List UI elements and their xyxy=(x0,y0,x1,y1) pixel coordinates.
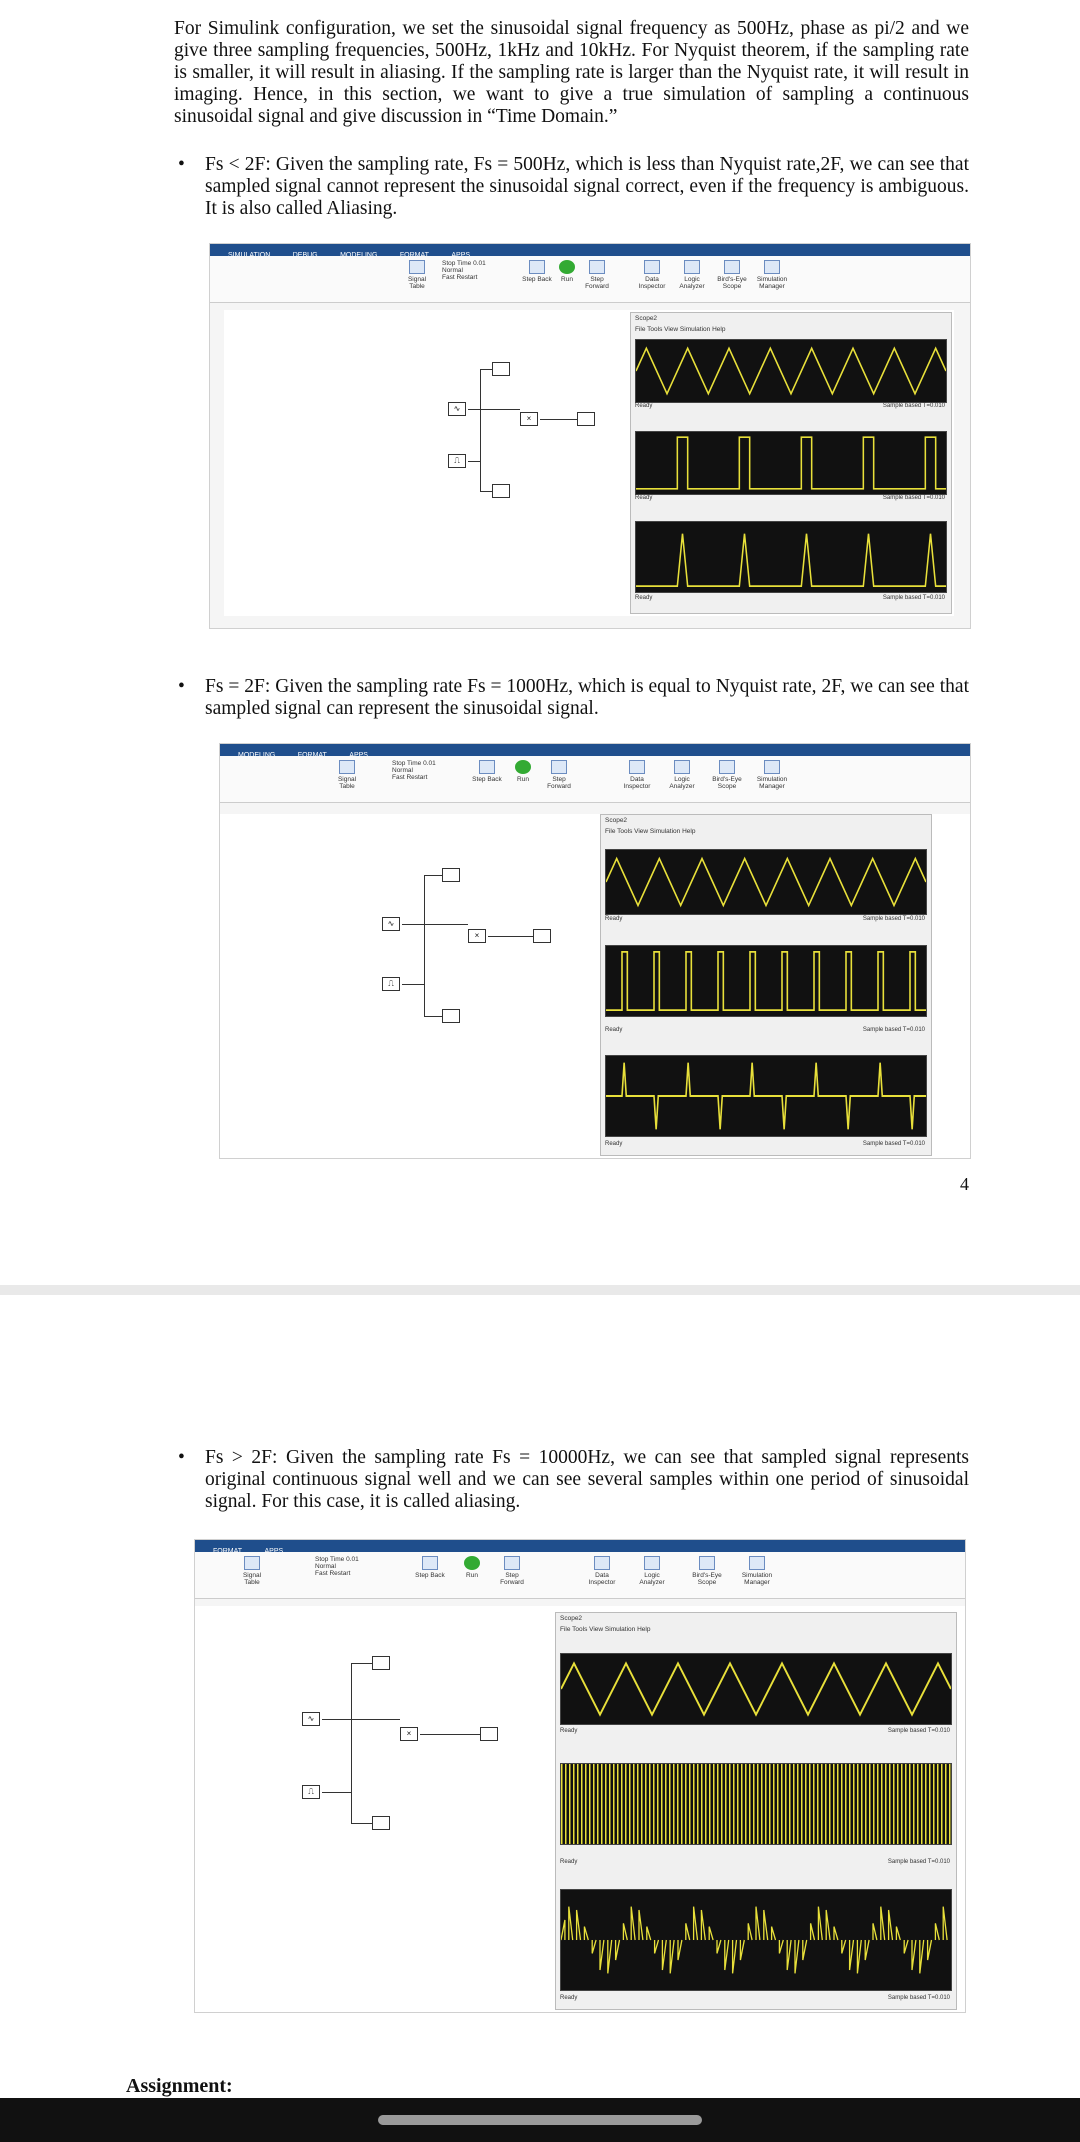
scope-block[interactable] xyxy=(442,868,460,882)
bullet-oversampling xyxy=(178,1447,969,1513)
scope-block[interactable] xyxy=(492,362,510,376)
signal-table-button[interactable]: Signal Table xyxy=(330,760,364,790)
signal-line xyxy=(351,1663,352,1823)
signal-line xyxy=(424,875,425,1016)
sampled-trace xyxy=(636,534,946,587)
signal-line xyxy=(488,936,533,937)
signal-line xyxy=(540,419,577,420)
product-block[interactable]: × xyxy=(520,412,538,426)
scope-status: Ready Sample based T=0.010 xyxy=(635,595,945,601)
step-back-button[interactable]: Step Back xyxy=(470,760,504,783)
stop-time-field[interactable]: Stop Time 0.01 Normal Fast Restart xyxy=(392,760,436,781)
ribbon-tabs xyxy=(210,244,970,256)
scope-title: Scope2 xyxy=(605,817,628,824)
bullet-text: Fs < 2F: Given the sampling rate, Fs = 500Hz, which is less than Nyquist rate,2F, we can see that sampled signal cannot represent the sinusoidal signal correct, even if the frequency is ambiguous. It is also called Aliasing. xyxy=(205,154,969,219)
scope-status: Ready Sample based T=0.010 xyxy=(605,1141,925,1147)
signal-line xyxy=(322,1792,351,1793)
bullet-dot: • xyxy=(178,154,185,175)
scope-window[interactable] xyxy=(600,814,932,1156)
scope-block[interactable] xyxy=(480,1727,498,1741)
scope-status: Ready Sample based T=0.010 xyxy=(635,403,945,409)
scope-status: Ready Sample based T=0.010 xyxy=(605,1027,925,1033)
pulse-trace xyxy=(606,952,926,1010)
birds-eye-scope-button[interactable]: Bird's-Eye Scope xyxy=(690,1556,724,1586)
scope-title: Scope2 xyxy=(635,315,658,322)
sine-wave-block[interactable]: ∿ xyxy=(302,1712,320,1726)
scope-block[interactable] xyxy=(533,929,551,943)
scope-status: Ready Sample based T=0.010 xyxy=(560,1859,950,1865)
scope-menu[interactable]: File Tools View Simulation Help xyxy=(605,828,696,835)
signal-line xyxy=(424,1016,442,1017)
data-inspector-button[interactable]: Data Inspector xyxy=(585,1556,619,1586)
scope-status: Ready Sample based T=0.010 xyxy=(560,1728,950,1734)
data-inspector-button[interactable]: Data Inspector xyxy=(620,760,654,790)
birds-eye-scope-button[interactable]: Bird's-Eye Scope xyxy=(715,260,749,290)
simulation-manager-button[interactable]: Simulation Manager xyxy=(755,260,789,290)
sine-trace xyxy=(561,1663,951,1714)
scope-status: Ready Sample based T=0.010 xyxy=(605,916,925,922)
logic-analyzer-button[interactable]: Logic Analyzer xyxy=(665,760,699,790)
sampled-trace xyxy=(561,1907,947,1974)
signal-table-button[interactable]: Signal Table xyxy=(400,260,434,290)
signal-line xyxy=(351,1823,372,1824)
run-button[interactable]: Run xyxy=(550,260,584,283)
bullet-aliasing xyxy=(178,154,969,220)
signal-line xyxy=(480,369,481,491)
scope-block[interactable] xyxy=(372,1816,390,1830)
sampled-trace xyxy=(606,1063,926,1130)
home-indicator[interactable] xyxy=(378,2115,702,2125)
scope-status: Ready Sample based T=0.010 xyxy=(560,1995,950,2001)
intro-paragraph: For Simulink configuration, we set the sinusoidal signal frequency as 500Hz, phase as pi/2 and we give three sampling frequencies, 500Hz, 1kHz and 10kHz. For Nyquist theorem, if the sampling rate is smaller, it will result in aliasing. If the sampling rate is larger than the Nyquist rate, it will result in imaging. Hence, in this section, we want to give a true simulation of sampling a continuous sinusoidal signal and give discussion in “Time Domain.” xyxy=(174,18,969,127)
pulse-plot xyxy=(605,945,927,1017)
section-heading: Assignment: xyxy=(126,2075,233,2097)
bullet-text: Fs = 2F: Given the sampling rate Fs = 1000Hz, which is equal to Nyquist rate, 2F, we can see that sampled signal can represent the sinusoidal signal. xyxy=(205,676,969,719)
pulse-plot xyxy=(560,1763,952,1845)
product-block[interactable]: × xyxy=(468,929,486,943)
signal-table-button[interactable]: Signal Table xyxy=(235,1556,269,1586)
bullet-nyquist xyxy=(178,676,969,720)
step-forward-button[interactable]: Step Forward xyxy=(495,1556,529,1586)
simulation-manager-button[interactable]: Simulation Manager xyxy=(740,1556,774,1586)
ribbon xyxy=(210,256,970,303)
scope-menu[interactable]: File Tools View Simulation Help xyxy=(635,326,726,333)
sine-wave-block[interactable]: ∿ xyxy=(382,917,400,931)
pulse-generator-block[interactable]: ⎍ xyxy=(448,454,466,468)
page-number: 4 xyxy=(960,1174,969,1194)
signal-line xyxy=(480,369,492,370)
continuous-plot xyxy=(605,849,927,915)
data-inspector-button[interactable]: Data Inspector xyxy=(635,260,669,290)
bullet-text: Fs > 2F: Given the sampling rate Fs = 10000Hz, we can see that sampled signal represents original continuous signal well and we can see several samples within one period of sinusoidal signal. For this case, it is called aliasing. xyxy=(205,1447,969,1512)
pulse-trace xyxy=(636,437,946,489)
sine-trace xyxy=(606,859,926,906)
step-back-button[interactable]: Step Back xyxy=(520,260,554,283)
continuous-plot xyxy=(560,1653,952,1725)
scope-block[interactable] xyxy=(372,1656,390,1670)
bullet-dot: • xyxy=(178,676,185,697)
ribbon-tabs xyxy=(220,744,970,756)
signal-line xyxy=(420,1734,480,1735)
signal-line xyxy=(322,1719,400,1720)
signal-line xyxy=(468,409,520,410)
run-button[interactable]: Run xyxy=(455,1556,489,1579)
product-block[interactable]: × xyxy=(400,1727,418,1741)
pulse-plot xyxy=(635,431,947,495)
ribbon-tabs xyxy=(195,1540,965,1552)
sine-wave-block[interactable]: ∿ xyxy=(448,402,466,416)
pulse-generator-block[interactable]: ⎍ xyxy=(302,1785,320,1799)
signal-line xyxy=(402,924,468,925)
step-forward-button[interactable]: Step Forward xyxy=(542,760,576,790)
scope-block[interactable] xyxy=(442,1009,460,1023)
home-indicator-bar xyxy=(0,2098,1080,2142)
ribbon xyxy=(220,756,970,803)
run-button[interactable]: Run xyxy=(506,760,540,783)
continuous-plot xyxy=(635,339,947,403)
signal-line xyxy=(480,491,492,492)
sampled-plot xyxy=(605,1055,927,1137)
signal-line xyxy=(351,1663,372,1664)
stop-time-field[interactable]: Stop Time 0.01 Normal Fast Restart xyxy=(442,260,486,281)
logic-analyzer-button[interactable]: Logic Analyzer xyxy=(635,1556,669,1586)
step-forward-button[interactable]: Step Forward xyxy=(580,260,614,290)
sampled-plot xyxy=(560,1889,952,1991)
scope-title: Scope2 xyxy=(560,1615,583,1622)
bullet-dot: • xyxy=(178,1447,185,1468)
stop-time-field[interactable]: Stop Time 0.01 Normal Fast Restart xyxy=(315,1556,359,1577)
simulink-screenshot-2 xyxy=(219,743,971,1159)
scope-window[interactable] xyxy=(630,312,952,614)
birds-eye-scope-button[interactable]: Bird's-Eye Scope xyxy=(710,760,744,790)
signal-line xyxy=(468,461,480,462)
scope-block[interactable] xyxy=(577,412,595,426)
signal-line xyxy=(424,875,442,876)
page-gap xyxy=(0,1285,1080,1295)
scope-block[interactable] xyxy=(492,484,510,498)
scope-status: Ready Sample based T=0.010 xyxy=(635,495,945,501)
simulink-screenshot-1 xyxy=(209,243,971,629)
simulink-screenshot-3 xyxy=(194,1539,966,2013)
page-2 xyxy=(0,1295,1080,2098)
sine-trace xyxy=(636,348,946,393)
pulse-generator-block[interactable]: ⎍ xyxy=(382,977,400,991)
logic-analyzer-button[interactable]: Logic Analyzer xyxy=(675,260,709,290)
step-back-button[interactable]: Step Back xyxy=(413,1556,447,1579)
scope-window[interactable] xyxy=(555,1612,957,2010)
signal-line xyxy=(402,984,424,985)
sampled-plot xyxy=(635,521,947,593)
ribbon xyxy=(195,1552,965,1599)
scope-menu[interactable]: File Tools View Simulation Help xyxy=(560,1626,651,1633)
simulation-manager-button[interactable]: Simulation Manager xyxy=(755,760,789,790)
